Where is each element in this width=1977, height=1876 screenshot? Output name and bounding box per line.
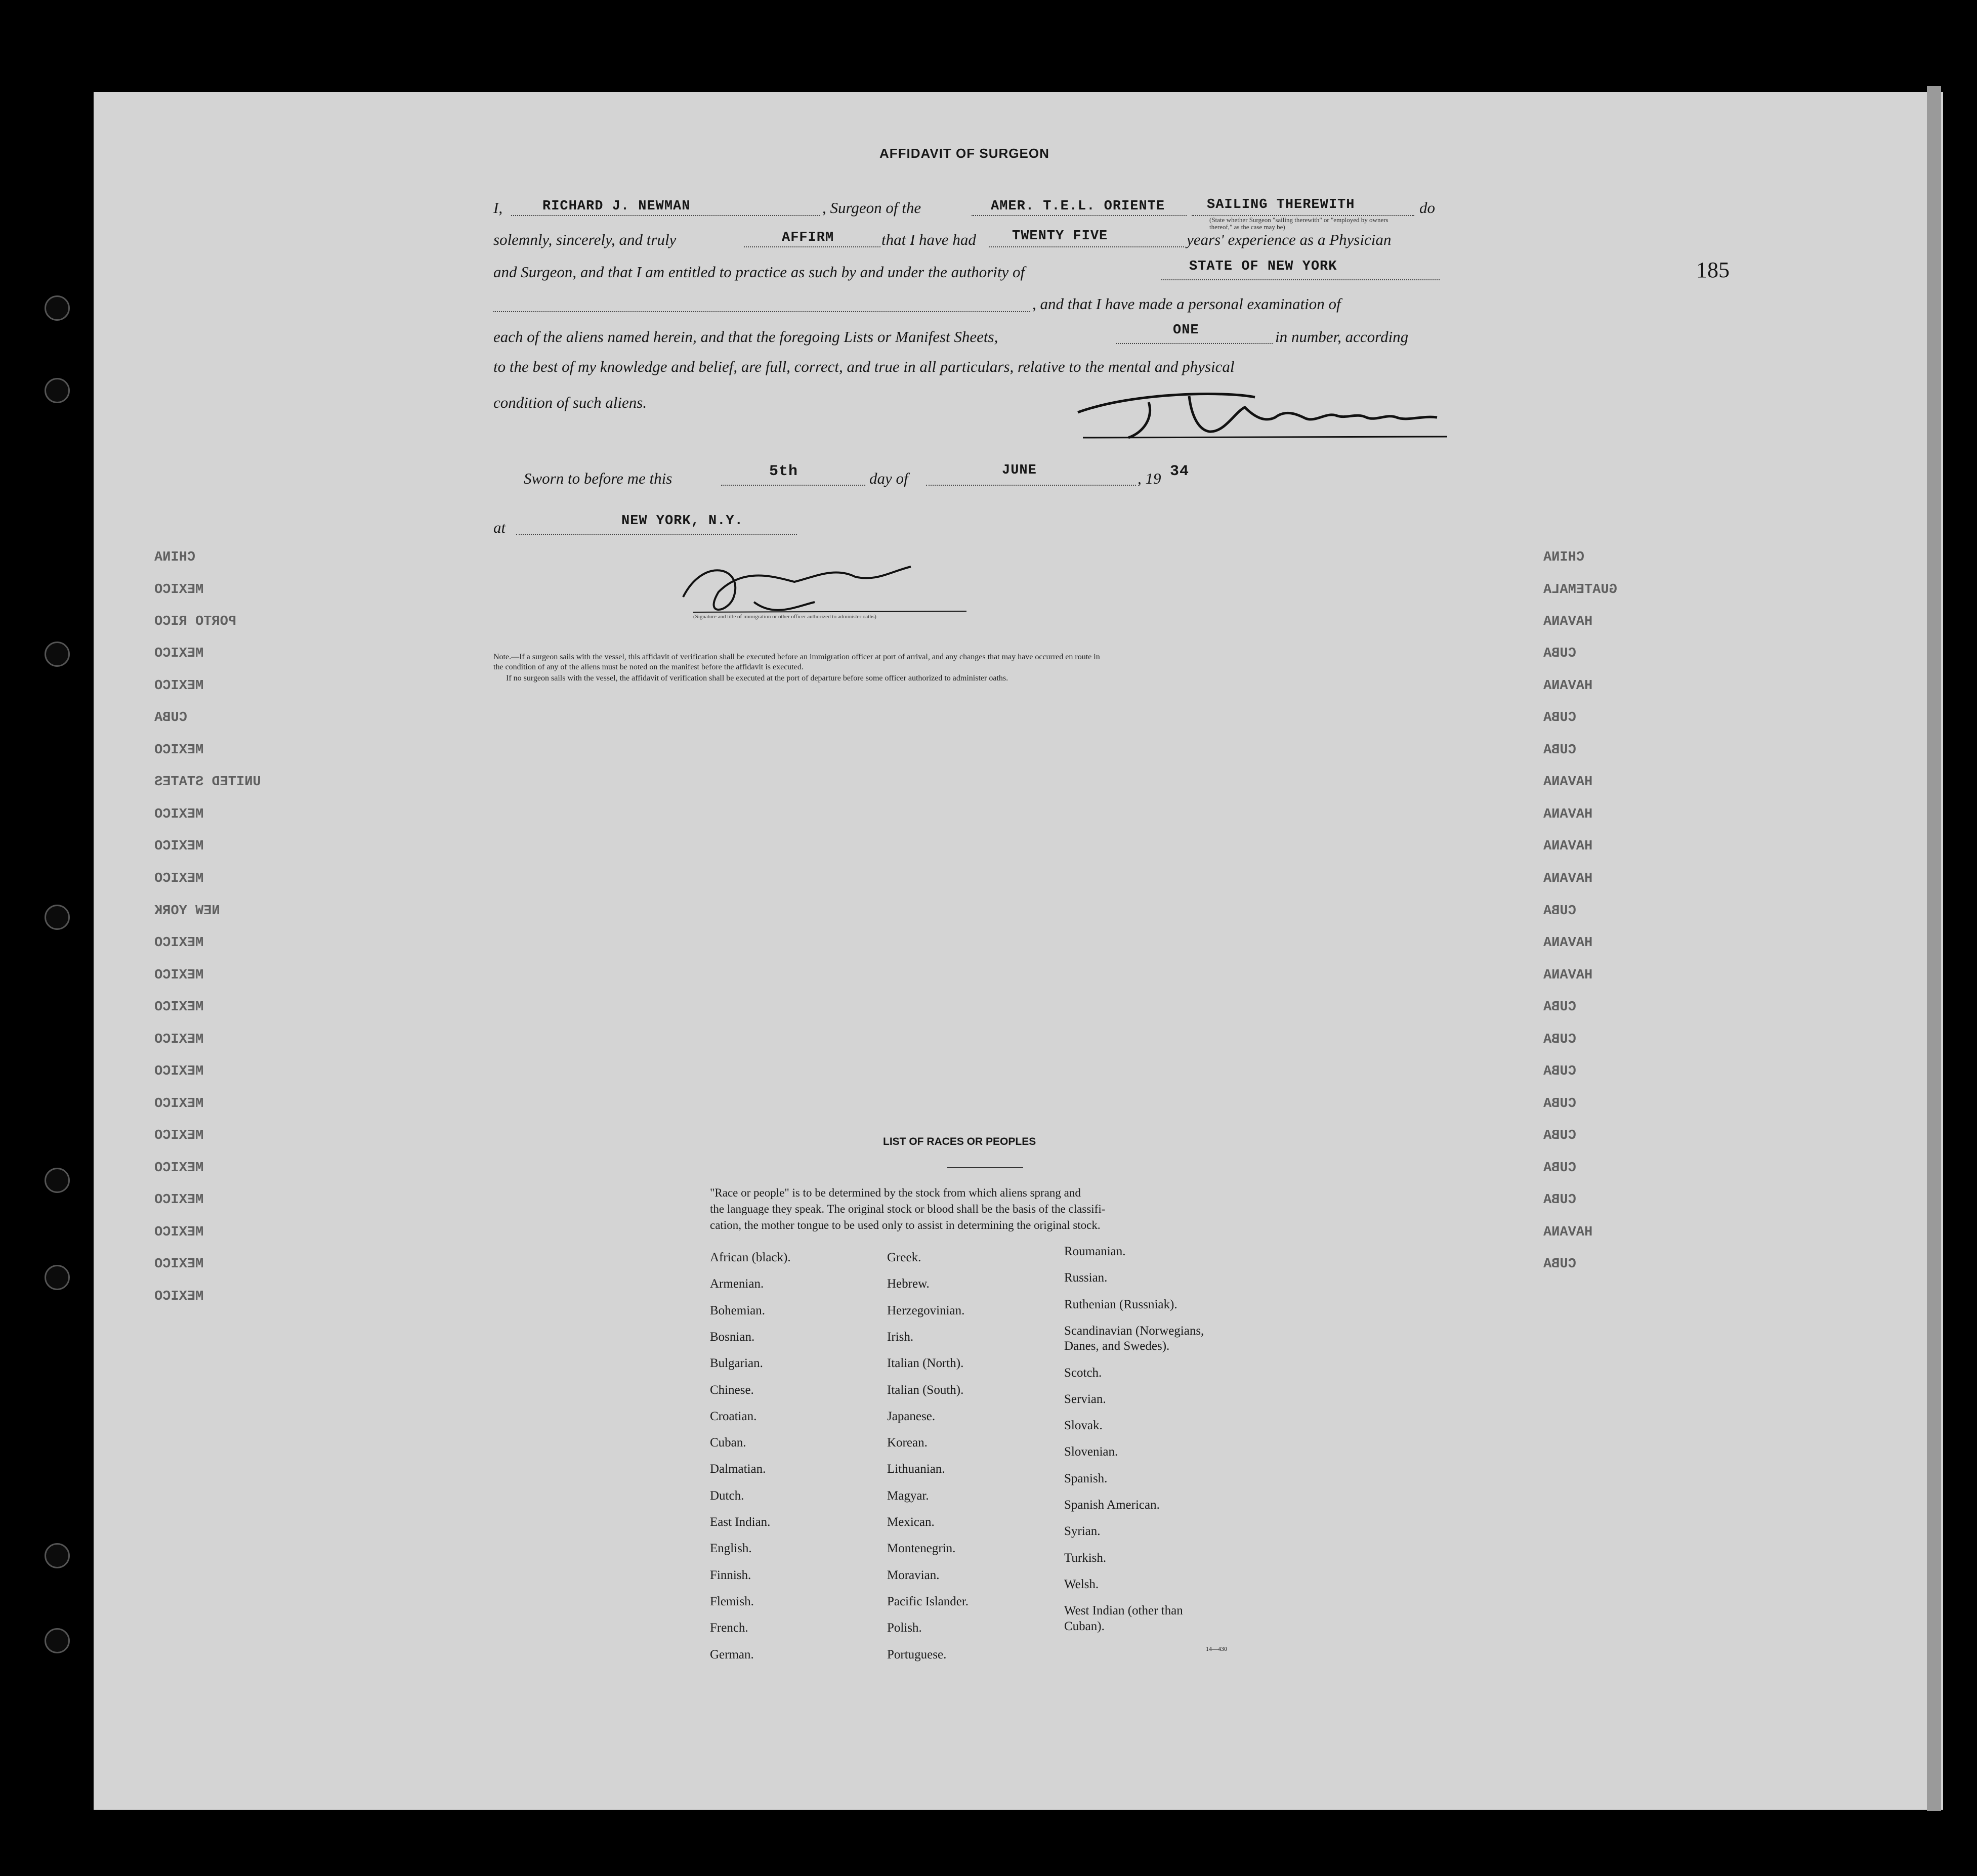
race-item: Herzegovinian. <box>887 1304 965 1317</box>
bleed-text: MEXICO <box>154 807 204 822</box>
race-item: Cuban). <box>1064 1619 1105 1633</box>
years-experience: TWENTY FIVE <box>1012 229 1108 244</box>
bleed-text: MEXICO <box>154 582 204 598</box>
race-item: Lithuanian. <box>887 1462 945 1476</box>
race-item: Bosnian. <box>710 1330 755 1344</box>
races-note-3: cation, the mother tongue to be used only to assist in determining the original stock. <box>710 1219 1101 1231</box>
binder-hole <box>45 1168 70 1193</box>
race-item: Japanese. <box>887 1410 936 1423</box>
race-item: Montenegrin. <box>887 1542 956 1555</box>
bleed-text: MEXICO <box>154 1289 204 1304</box>
bleed-text: MEXICO <box>154 1192 204 1208</box>
races-note-2: the language they speak. The original stock or blood shall be the basis of the classifi- <box>710 1203 1106 1215</box>
bleed-text: MEXICO <box>154 935 204 951</box>
note-line-1: Note.—If a surgeon sails with the vessel, this affidavit of verification shall be executed before an immigration officer at port of arrival, and any changes that may have occurred en route in <box>493 653 1100 661</box>
bleed-text: HAVANA <box>1543 775 1593 790</box>
bleed-text: CUBA <box>1543 904 1576 919</box>
bleed-text: HAVANA <box>1543 678 1593 694</box>
bleed-text: HAVANA <box>1543 614 1593 629</box>
bleed-text: MEXICO <box>154 1064 204 1079</box>
binder-hole <box>45 1543 70 1568</box>
bleed-text: MEXICO <box>154 1032 204 1047</box>
bleed-text: CUBA <box>1543 710 1576 726</box>
authority: STATE OF NEW YORK <box>1189 259 1337 274</box>
bleed-text: CHINA <box>1543 550 1585 565</box>
race-item: Bulgarian. <box>710 1356 763 1370</box>
race-item: Greek. <box>887 1251 921 1264</box>
surgeon-signature <box>1073 382 1447 443</box>
bleed-text: UNITED STATES <box>154 775 261 790</box>
bleed-text: NEW YORK <box>154 904 220 919</box>
races-note-1: "Race or people" is to be determined by the stock from which aliens sprang and <box>710 1186 1081 1199</box>
surgeon-status: SAILING THEREWITH <box>1207 197 1355 212</box>
form-number: 14—430 <box>1206 1645 1227 1652</box>
sworn-text: , 19 <box>1138 470 1161 487</box>
race-item: Italian (North). <box>887 1356 964 1370</box>
binder-hole <box>45 642 70 667</box>
sworn-text: Sworn to before me this <box>524 470 672 487</box>
race-item: Armenian. <box>710 1277 764 1291</box>
race-item: Chinese. <box>710 1383 754 1397</box>
race-item: Spanish American. <box>1064 1498 1160 1512</box>
bleed-text: HAVANA <box>1543 1225 1593 1240</box>
race-item: West Indian (other than <box>1064 1604 1183 1617</box>
bleed-text: CUBA <box>1543 1161 1576 1176</box>
bleed-text: MEXICO <box>154 1096 204 1112</box>
bleed-text: HAVANA <box>1543 839 1593 854</box>
race-item: Spanish. <box>1064 1472 1108 1485</box>
race-item: Slovak. <box>1064 1419 1103 1432</box>
race-item: English. <box>710 1542 752 1555</box>
race-item: Dutch. <box>710 1489 744 1503</box>
race-item: Dalmatian. <box>710 1462 766 1476</box>
binder-hole <box>45 295 70 321</box>
race-item: Syrian. <box>1064 1524 1101 1538</box>
race-item: Pacific Islander. <box>887 1595 969 1608</box>
race-item: Polish. <box>887 1621 922 1635</box>
affidavit-text: and Surgeon, and that I am entitled to practice as such by and under the authority of <box>493 263 1025 281</box>
binder-hole <box>45 1628 70 1653</box>
page-number: 185 <box>1696 258 1730 282</box>
race-item: Scandinavian (Norwegians, <box>1064 1324 1204 1338</box>
note-line-2: the condition of any of the aliens must be noted on the manifest before the affidavit is executed. <box>493 663 804 671</box>
bleed-text: MEXICO <box>154 1225 204 1240</box>
bleed-text: CUBA <box>1543 1192 1576 1208</box>
race-item: Croatian. <box>710 1410 757 1423</box>
affidavit-text: condition of such aliens. <box>493 394 647 411</box>
race-item: Irish. <box>887 1330 914 1344</box>
bleed-text: PORTO RICO <box>154 614 237 629</box>
race-item: Korean. <box>887 1436 928 1449</box>
race-item: Turkish. <box>1064 1551 1107 1565</box>
race-item: Flemish. <box>710 1595 754 1608</box>
bleed-text: CUBA <box>1543 1128 1576 1143</box>
bleed-text: CUBA <box>1543 1257 1576 1272</box>
race-item: Bohemian. <box>710 1304 766 1317</box>
affidavit-text: each of the aliens named herein, and that the foregoing Lists or Manifest Sheets, <box>493 328 998 346</box>
race-item: German. <box>710 1648 754 1661</box>
affidavit-text: to the best of my knowledge and belief, are full, correct, and true in all particulars, relative to the mental and physical <box>493 358 1235 375</box>
page-edge <box>1927 86 1941 1811</box>
race-item: Ruthenian (Russniak). <box>1064 1298 1177 1311</box>
official-signature <box>673 546 977 622</box>
bleed-text: HAVANA <box>1543 968 1593 983</box>
affidavit-text: in number, according <box>1275 328 1409 346</box>
bleed-text: CUBA <box>1543 1096 1576 1112</box>
bleed-text: MEXICO <box>154 1161 204 1176</box>
race-item: Mexican. <box>887 1515 935 1529</box>
race-item: African (black). <box>710 1251 791 1264</box>
affirm-word: AFFIRM <box>782 230 834 245</box>
affidavit-text: I, <box>493 199 503 217</box>
race-item: Roumanian. <box>1064 1245 1126 1258</box>
bleed-text: HAVANA <box>1543 935 1593 951</box>
bleed-text: CUBA <box>154 710 187 726</box>
official-title-note: (Signature and title of immigration or other officer authorized to administer oaths) <box>693 614 876 620</box>
bleed-text: GUATEMALA <box>1543 582 1617 598</box>
manifest-sheet <box>94 92 1943 1810</box>
bleed-text: CUBA <box>1543 743 1576 758</box>
race-item: East Indian. <box>710 1515 771 1529</box>
bleed-text: MEXICO <box>154 678 204 694</box>
sworn-year: 34 <box>1170 463 1190 480</box>
race-item: Cuban. <box>710 1436 746 1449</box>
race-item: Servian. <box>1064 1392 1106 1406</box>
race-item: Finnish. <box>710 1568 751 1582</box>
race-item: Hebrew. <box>887 1277 930 1291</box>
affidavit-title: AFFIDAVIT OF SURGEON <box>879 146 1049 161</box>
binder-hole <box>45 905 70 930</box>
bleed-text: MEXICO <box>154 1000 204 1015</box>
race-item: Russian. <box>1064 1271 1108 1285</box>
bleed-text: HAVANA <box>1543 871 1593 886</box>
race-item: Welsh. <box>1064 1577 1099 1591</box>
bleed-text: CUBA <box>1543 1000 1576 1015</box>
race-item: Portuguese. <box>887 1648 947 1661</box>
sworn-text: day of <box>869 470 908 487</box>
race-item: Magyar. <box>887 1489 929 1503</box>
bleed-text: MEXICO <box>154 871 204 886</box>
manifest-sheets: ONE <box>1173 323 1199 338</box>
sworn-day: 5th <box>769 463 798 480</box>
affidavit-text: do <box>1419 199 1435 217</box>
races-title: LIST OF RACES OR PEOPLES <box>883 1136 1036 1147</box>
note-line-3: If no surgeon sails with the vessel, the affidavit of verification shall be executed at the port of departure before some officer authorized to administer oaths. <box>506 674 1008 683</box>
race-item: Slovenian. <box>1064 1445 1118 1459</box>
binder-hole <box>45 378 70 403</box>
sworn-place: NEW YORK, N.Y. <box>621 514 743 529</box>
bleed-text: MEXICO <box>154 646 204 661</box>
status-note: (State whether Surgeon "sailing therewith" or "employed by owners thereof," as the case may be) <box>1209 216 1389 231</box>
sworn-month: JUNE <box>1002 463 1037 478</box>
bleed-text: CHINA <box>154 550 196 565</box>
race-item: French. <box>710 1621 748 1635</box>
affidavit-text: solemnly, sincerely, and truly <box>493 231 677 248</box>
race-item: Scotch. <box>1064 1366 1102 1380</box>
race-item: Italian (South). <box>887 1383 964 1397</box>
bleed-text: MEXICO <box>154 839 204 854</box>
sworn-text: at <box>493 519 506 536</box>
race-item: Moravian. <box>887 1568 940 1582</box>
affidavit-text: years' experience as a Physician <box>1187 231 1392 248</box>
surgeon-name: RICHARD J. NEWMAN <box>542 199 691 214</box>
vessel-name: AMER. T.E.L. ORIENTE <box>991 199 1165 214</box>
race-item: Danes, and Swedes). <box>1064 1339 1170 1353</box>
affidavit-text: , and that I have made a personal examination of <box>1032 295 1341 313</box>
bleed-text: CUBA <box>1543 1064 1576 1079</box>
bleed-text: HAVANA <box>1543 807 1593 822</box>
binder-hole <box>45 1265 70 1290</box>
affidavit-text: , Surgeon of the <box>822 199 921 217</box>
affidavit-text: that I have had <box>881 231 976 248</box>
bleed-text: CUBA <box>1543 1032 1576 1047</box>
bleed-text: MEXICO <box>154 1128 204 1143</box>
bleed-text: MEXICO <box>154 743 204 758</box>
bleed-text: MEXICO <box>154 968 204 983</box>
bleed-text: MEXICO <box>154 1257 204 1272</box>
bleed-text: CUBA <box>1543 646 1576 661</box>
